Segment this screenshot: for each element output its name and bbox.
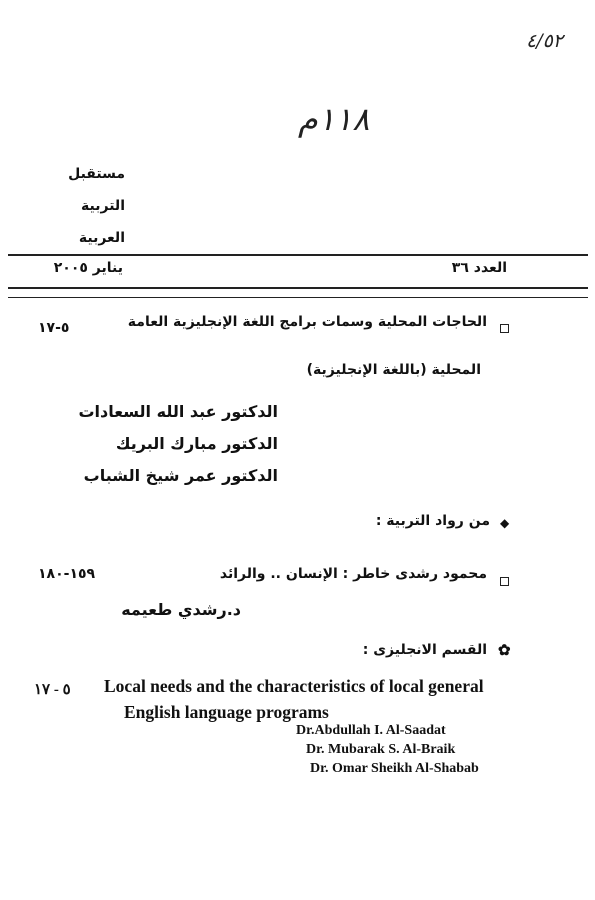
square-bullet-icon (500, 571, 509, 590)
ornament-icon: ✿ (498, 641, 511, 659)
toc-entry-author: الدكتور عمر شيخ الشباب (83, 466, 278, 485)
toc-entry-author: الدكتور عبد الله السعادات (78, 402, 278, 421)
toc-entry-author: الدكتور مبارك البريك (115, 434, 278, 453)
journal-name-line2: التربية (81, 198, 125, 214)
issue-number: العدد ٣٦ (451, 260, 507, 276)
toc-entry-author: د.رشدي طعيمه (121, 600, 241, 619)
toc-entry-pages: ٥-١٧ (38, 320, 70, 336)
toc-entry-pages: ١٥٩-١٨٠ (38, 566, 96, 582)
section-heading-pioneers: من رواد التربية : (375, 513, 490, 529)
journal-name-line3: العربية (78, 230, 125, 246)
section-heading-english: القسم الانجليزى : (362, 642, 487, 658)
corner-handwritten-note: ٤/٥٢ (526, 30, 564, 52)
english-entry-title[interactable]: Local needs and the characteristics of local general (104, 676, 484, 696)
header-rule-bottom-thin (8, 297, 588, 298)
toc-entry-title-cont: المحلية (باللغة الإنجليزية) (306, 362, 481, 378)
toc-entry-title[interactable]: الحاجات المحلية وسمات برامج اللغة الإنجليزية العامة (127, 314, 487, 330)
issue-date: يناير ٢٠٠٥ (53, 260, 123, 276)
header-rule-bottom (8, 287, 588, 289)
journal-name-line1: مستقبل (68, 166, 125, 182)
english-entry-author: Dr.Abdullah I. Al-Saadat (296, 723, 446, 738)
english-entry-author: Dr. Mubarak S. Al-Braik (306, 742, 456, 757)
accession-handwritten-mark: ١١٨م (298, 100, 370, 138)
diamond-bullet-icon: ◆ (500, 516, 510, 530)
square-bullet-icon (500, 318, 509, 337)
english-entry-author: Dr. Omar Sheikh Al-Shabab (310, 761, 479, 776)
english-entry-pages: ٥ - ١٧ (34, 682, 71, 698)
toc-entry-title[interactable]: محمود رشدى خاطر : الإنسان .. والرائد (219, 566, 487, 582)
header-rule-top (8, 254, 588, 256)
english-entry-title-cont: English language programs (124, 702, 329, 722)
